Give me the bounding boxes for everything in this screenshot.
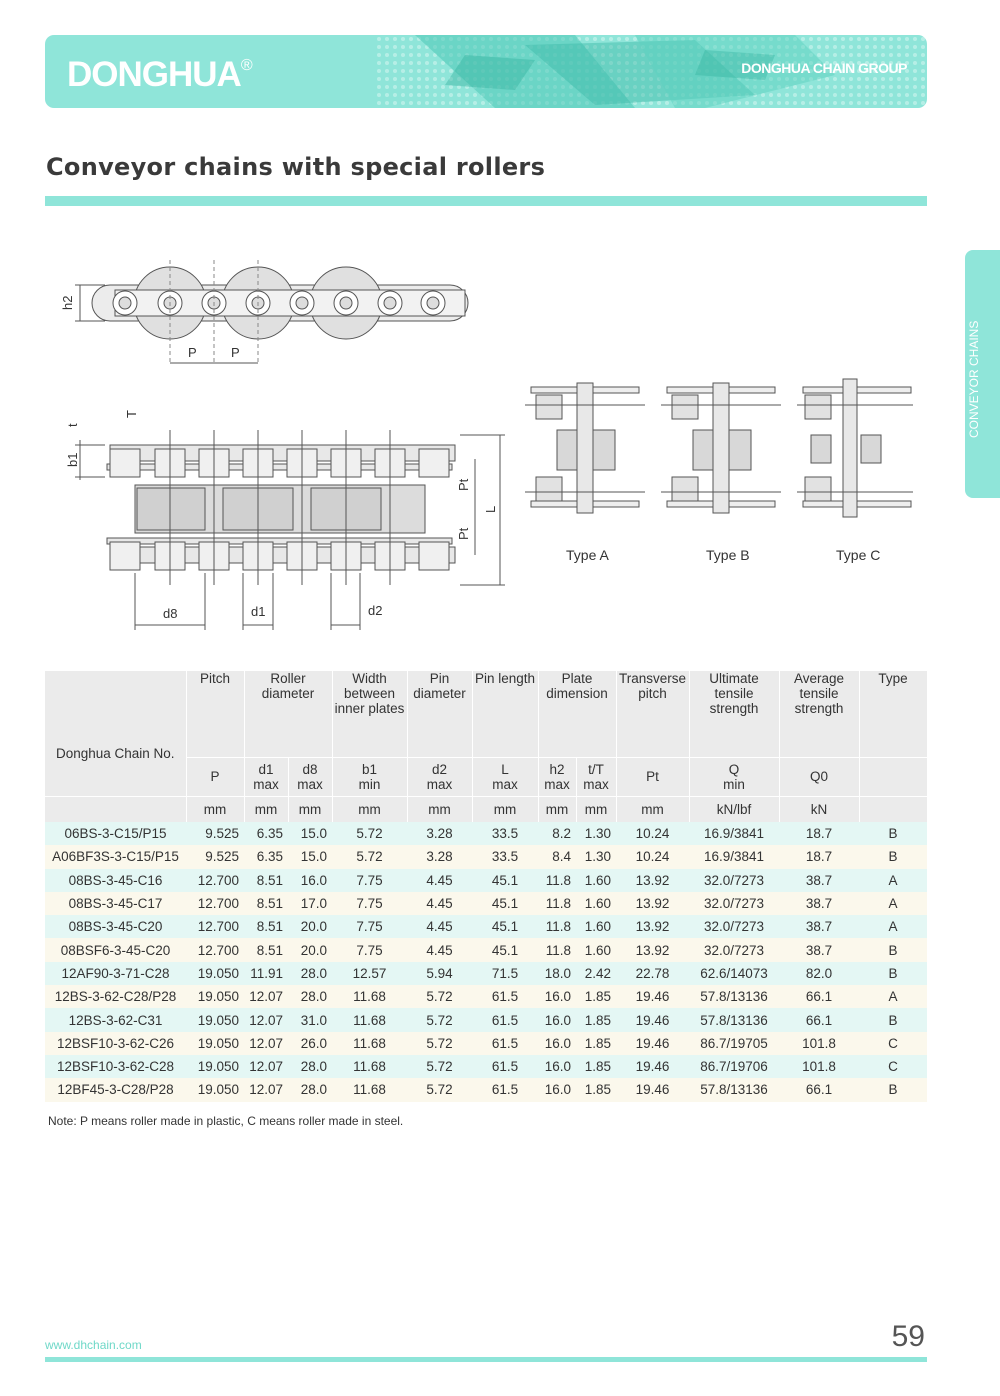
table-cell: 1.30 <box>576 822 616 845</box>
header-pin-d: Pin diameter <box>407 671 472 757</box>
table-cell: 19.050 <box>186 1055 244 1078</box>
table-cell: 6.35 <box>244 845 288 868</box>
table-cell: B <box>859 938 927 961</box>
group-name: DONGHUA CHAIN GROUP <box>741 60 907 76</box>
table-cell: C <box>859 1032 927 1055</box>
sym-pt: Pt <box>616 757 689 796</box>
table-cell: A <box>859 892 927 915</box>
table-cell: 1.60 <box>576 915 616 938</box>
table-cell: 1.85 <box>576 985 616 1008</box>
table-cell: 8.51 <box>244 938 288 961</box>
dim-label-pt-1: Pt <box>456 478 471 491</box>
type-a-diagram <box>525 383 645 513</box>
table-cell: 32.0/7273 <box>689 915 779 938</box>
table-cell: 5.72 <box>407 1055 472 1078</box>
table-cell: 4.45 <box>407 892 472 915</box>
table-row <box>45 869 927 892</box>
table-cell: 12.07 <box>244 1078 288 1101</box>
table-cell: 101.8 <box>779 1055 859 1078</box>
table-cell: 12BS-3-62-C28/P28 <box>45 985 186 1008</box>
table-cell: 45.1 <box>472 938 538 961</box>
table-cell: 16.0 <box>538 1008 576 1031</box>
table-cell: 17.0 <box>288 892 332 915</box>
sym-q0: Q0 <box>779 757 859 796</box>
table-cell: 32.0/7273 <box>689 892 779 915</box>
table-cell: 4.45 <box>407 938 472 961</box>
dim-label-t: t <box>65 423 80 427</box>
unit-cell: mm <box>576 797 616 823</box>
unit-cell: mm <box>186 797 244 823</box>
table-cell: 19.050 <box>186 1078 244 1101</box>
table-cell: 11.68 <box>332 1008 407 1031</box>
table-cell: 61.5 <box>472 1055 538 1078</box>
table-cell: 16.0 <box>538 1078 576 1101</box>
table-cell: 06BS-3-C15/P15 <box>45 822 186 845</box>
table-cell: 33.5 <box>472 845 538 868</box>
table-cell: 1.85 <box>576 1078 616 1101</box>
table-cell: 1.85 <box>576 1008 616 1031</box>
table-cell: 32.0/7273 <box>689 869 779 892</box>
unit-cell: mm <box>616 797 689 823</box>
table-cell: 28.0 <box>288 962 332 985</box>
type-a-label: Type A <box>566 547 609 563</box>
table-cell: 5.72 <box>332 822 407 845</box>
section-tab: CONVEYOR CHAINS <box>965 250 1000 498</box>
table-row <box>45 915 927 938</box>
table-cell: 5.72 <box>407 1078 472 1101</box>
table-cell: 61.5 <box>472 1078 538 1101</box>
table-cell: 8.51 <box>244 892 288 915</box>
table-cell: 33.5 <box>472 822 538 845</box>
table-cell: 7.75 <box>332 915 407 938</box>
table-cell: A <box>859 985 927 1008</box>
table-cell: 12.700 <box>186 915 244 938</box>
table-cell: 12BF45-3-C28/P28 <box>45 1078 186 1101</box>
table-cell: 38.7 <box>779 869 859 892</box>
table-cell: 9.525 <box>186 822 244 845</box>
table-cell: A <box>859 869 927 892</box>
table-cell: 101.8 <box>779 1032 859 1055</box>
table-cell: 18.0 <box>538 962 576 985</box>
table-cell: 11.8 <box>538 938 576 961</box>
table-cell: 71.5 <box>472 962 538 985</box>
table-cell: 13.92 <box>616 869 689 892</box>
table-cell: 1.85 <box>576 1032 616 1055</box>
table-cell: 28.0 <box>288 1078 332 1101</box>
table-cell: 12.07 <box>244 1032 288 1055</box>
table-cell: 19.46 <box>616 1055 689 1078</box>
dim-label-p-2: P <box>231 345 240 360</box>
unit-cell: mm <box>332 797 407 823</box>
table-cell: 16.0 <box>288 869 332 892</box>
table-cell: 13.92 <box>616 892 689 915</box>
table-row <box>45 1008 927 1031</box>
table-cell: 22.78 <box>616 962 689 985</box>
sym-tt: t/T max <box>576 757 616 796</box>
table-cell: 7.75 <box>332 938 407 961</box>
header-plate: Plate dimension <box>538 671 616 757</box>
unit-cell: kN/lbf <box>689 797 779 823</box>
table-cell: 6.35 <box>244 822 288 845</box>
table-cell: 66.1 <box>779 1078 859 1101</box>
table-cell: 20.0 <box>288 938 332 961</box>
table-cell: A <box>859 915 927 938</box>
table-cell: 19.46 <box>616 1032 689 1055</box>
table-cell: 66.1 <box>779 1008 859 1031</box>
table-cell: B <box>859 1078 927 1101</box>
table-cell: 28.0 <box>288 985 332 1008</box>
table-cell: 38.7 <box>779 892 859 915</box>
table-cell: 1.85 <box>576 1055 616 1078</box>
table-cell: 28.0 <box>288 1055 332 1078</box>
unit-cell: mm <box>244 797 288 823</box>
dim-label-d2: d2 <box>368 603 383 618</box>
table-cell: 19.050 <box>186 1032 244 1055</box>
unit-cell: mm <box>288 797 332 823</box>
table-cell: 11.91 <box>244 962 288 985</box>
dim-label-d8: d8 <box>163 606 178 621</box>
table-cell: 4.45 <box>407 915 472 938</box>
table-cell: B <box>859 1008 927 1031</box>
table-cell: 5.72 <box>407 1008 472 1031</box>
table-cell: 86.7/19706 <box>689 1055 779 1078</box>
table-cell: 66.1 <box>779 985 859 1008</box>
unit-cell: kN <box>779 797 859 823</box>
table-cell: 10.24 <box>616 845 689 868</box>
table-cell: 08BS-3-45-C16 <box>45 869 186 892</box>
table-row <box>45 822 927 845</box>
table-cell: 61.5 <box>472 985 538 1008</box>
table-cell: 19.46 <box>616 985 689 1008</box>
table-cell: 12BSF10-3-62-C28 <box>45 1055 186 1078</box>
table-cell: 86.7/19705 <box>689 1032 779 1055</box>
table-cell: 45.1 <box>472 915 538 938</box>
table-cell: 16.9/3841 <box>689 822 779 845</box>
table-row <box>45 1032 927 1055</box>
unit-cell: mm <box>472 797 538 823</box>
table-cell: 16.9/3841 <box>689 845 779 868</box>
table-cell: 4.45 <box>407 869 472 892</box>
table-cell: 12BS-3-62-C31 <box>45 1008 186 1031</box>
table-cell: 7.75 <box>332 869 407 892</box>
table-cell: 7.75 <box>332 892 407 915</box>
table-cell: 12.700 <box>186 938 244 961</box>
spec-table <box>45 671 928 1102</box>
table-cell: 9.525 <box>186 845 244 868</box>
type-c-label: Type C <box>836 547 881 563</box>
table-cell: 5.72 <box>332 845 407 868</box>
table-cell: 5.72 <box>407 1032 472 1055</box>
header-width: Width between inner plates <box>332 671 407 757</box>
sym-d8: d8 max <box>288 757 332 796</box>
sym-h2: h2 max <box>538 757 576 796</box>
table-cell: B <box>859 822 927 845</box>
table-cell: 19.46 <box>616 1078 689 1101</box>
table-cell: 19.050 <box>186 962 244 985</box>
table-cell: 19.050 <box>186 1008 244 1031</box>
table-cell: 16.0 <box>538 985 576 1008</box>
dim-label-l: L <box>483 505 498 513</box>
table-cell: 15.0 <box>288 845 332 868</box>
table-cell: 11.8 <box>538 869 576 892</box>
header-transverse: Transverse pitch <box>616 671 689 757</box>
table-row <box>45 1078 927 1101</box>
table-cell: 12.700 <box>186 869 244 892</box>
header-pitch: Pitch <box>186 671 244 757</box>
table-cell: 8.2 <box>538 822 576 845</box>
sym-q: Q min <box>689 757 779 796</box>
table-cell: 38.7 <box>779 938 859 961</box>
header-pin-l: Pin length <box>472 671 538 757</box>
table-cell: 12.07 <box>244 1008 288 1031</box>
table-cell: A06BF3S-3-C15/P15 <box>45 845 186 868</box>
table-cell: 15.0 <box>288 822 332 845</box>
table-cell: 8.51 <box>244 915 288 938</box>
table-cell: 13.92 <box>616 938 689 961</box>
table-cell: 62.6/14073 <box>689 962 779 985</box>
table-cell: 11.8 <box>538 915 576 938</box>
table-cell: 19.46 <box>616 1008 689 1031</box>
table-row <box>45 892 927 915</box>
header-type: Type <box>859 671 927 757</box>
footer-url[interactable]: www.dhchain.com <box>45 1338 142 1352</box>
sym-b1: b1 min <box>332 757 407 796</box>
table-cell: 18.7 <box>779 845 859 868</box>
table-cell: 8.4 <box>538 845 576 868</box>
dim-label-b1: b1 <box>65 452 80 467</box>
dim-label-pt-2: Pt <box>456 527 471 540</box>
table-cell: 1.60 <box>576 869 616 892</box>
brand-logo: DONGHUA® <box>67 55 252 94</box>
table-cell: 08BS-3-45-C17 <box>45 892 186 915</box>
table-cell: 26.0 <box>288 1032 332 1055</box>
table-cell: 16.0 <box>538 1032 576 1055</box>
table-cell: 12.57 <box>332 962 407 985</box>
sym-p: P <box>186 757 244 796</box>
chain-drawings <box>55 255 935 640</box>
table-cell: 16.0 <box>538 1055 576 1078</box>
type-b-label: Type B <box>706 547 750 563</box>
table-cell: 19.050 <box>186 985 244 1008</box>
table-row <box>45 938 927 961</box>
table-cell: 12.700 <box>186 892 244 915</box>
page-number: 59 <box>891 1320 925 1353</box>
table-cell: 82.0 <box>779 962 859 985</box>
dim-label-h2: h2 <box>60 295 75 310</box>
dim-label-big-t: T <box>124 410 139 418</box>
dim-label-d1: d1 <box>251 604 266 619</box>
table-cell: 38.7 <box>779 915 859 938</box>
table-cell: 61.5 <box>472 1008 538 1031</box>
table-cell: 5.72 <box>407 985 472 1008</box>
table-cell: 11.68 <box>332 1032 407 1055</box>
table-row <box>45 985 927 1008</box>
chain-side-view <box>75 260 468 365</box>
page-title: Conveyor chains with special rollers <box>46 153 546 181</box>
dim-label-p-1: P <box>188 345 197 360</box>
table-cell: 3.28 <box>407 822 472 845</box>
footer-divider <box>45 1357 927 1362</box>
table-cell: 08BS-3-45-C20 <box>45 915 186 938</box>
table-cell: B <box>859 962 927 985</box>
table-cell: 18.7 <box>779 822 859 845</box>
unit-cell: mm <box>407 797 472 823</box>
table-row <box>45 962 927 985</box>
type-c-diagram <box>797 379 913 517</box>
header-average: Average tensile strength <box>779 671 859 757</box>
header-chain-no: Donghua Chain No. <box>45 671 186 797</box>
type-b-diagram <box>661 383 781 513</box>
table-cell: 45.1 <box>472 869 538 892</box>
table-cell: 1.30 <box>576 845 616 868</box>
table-cell: 31.0 <box>288 1008 332 1031</box>
table-cell: 57.8/13136 <box>689 1078 779 1101</box>
table-cell: 12.07 <box>244 985 288 1008</box>
table-cell: C <box>859 1055 927 1078</box>
sym-d1: d1 max <box>244 757 288 796</box>
table-cell: 45.1 <box>472 892 538 915</box>
title-divider <box>45 196 927 206</box>
table-cell: 20.0 <box>288 915 332 938</box>
table-cell: 8.51 <box>244 869 288 892</box>
table-cell: 11.68 <box>332 985 407 1008</box>
table-cell: 32.0/7273 <box>689 938 779 961</box>
sym-d2: d2 max <box>407 757 472 796</box>
table-cell: 11.68 <box>332 1078 407 1101</box>
header-ultimate: Ultimate tensile strength <box>689 671 779 757</box>
page-header <box>45 35 927 108</box>
table-cell: 1.60 <box>576 938 616 961</box>
table-cell: 08BSF6-3-45-C20 <box>45 938 186 961</box>
chain-plan-view <box>75 430 505 630</box>
table-cell: 10.24 <box>616 822 689 845</box>
table-row <box>45 845 927 868</box>
table-cell: 61.5 <box>472 1032 538 1055</box>
table-cell: 3.28 <box>407 845 472 868</box>
table-cell: 12AF90-3-71-C28 <box>45 962 186 985</box>
table-cell: 5.94 <box>407 962 472 985</box>
unit-cell: mm <box>538 797 576 823</box>
table-cell: B <box>859 845 927 868</box>
table-cell: 57.8/13136 <box>689 1008 779 1031</box>
table-cell: 57.8/13136 <box>689 985 779 1008</box>
table-cell: 12BSF10-3-62-C26 <box>45 1032 186 1055</box>
header-roller: Roller diameter <box>244 671 332 757</box>
table-cell: 11.8 <box>538 892 576 915</box>
table-cell: 2.42 <box>576 962 616 985</box>
sym-l: L max <box>472 757 538 796</box>
table-cell: 1.60 <box>576 892 616 915</box>
table-cell: 13.92 <box>616 915 689 938</box>
table-note: Note: P means roller made in plastic, C means roller made in steel. <box>48 1114 404 1128</box>
table-cell: 11.68 <box>332 1055 407 1078</box>
table-cell: 12.07 <box>244 1055 288 1078</box>
table-row <box>45 1055 927 1078</box>
